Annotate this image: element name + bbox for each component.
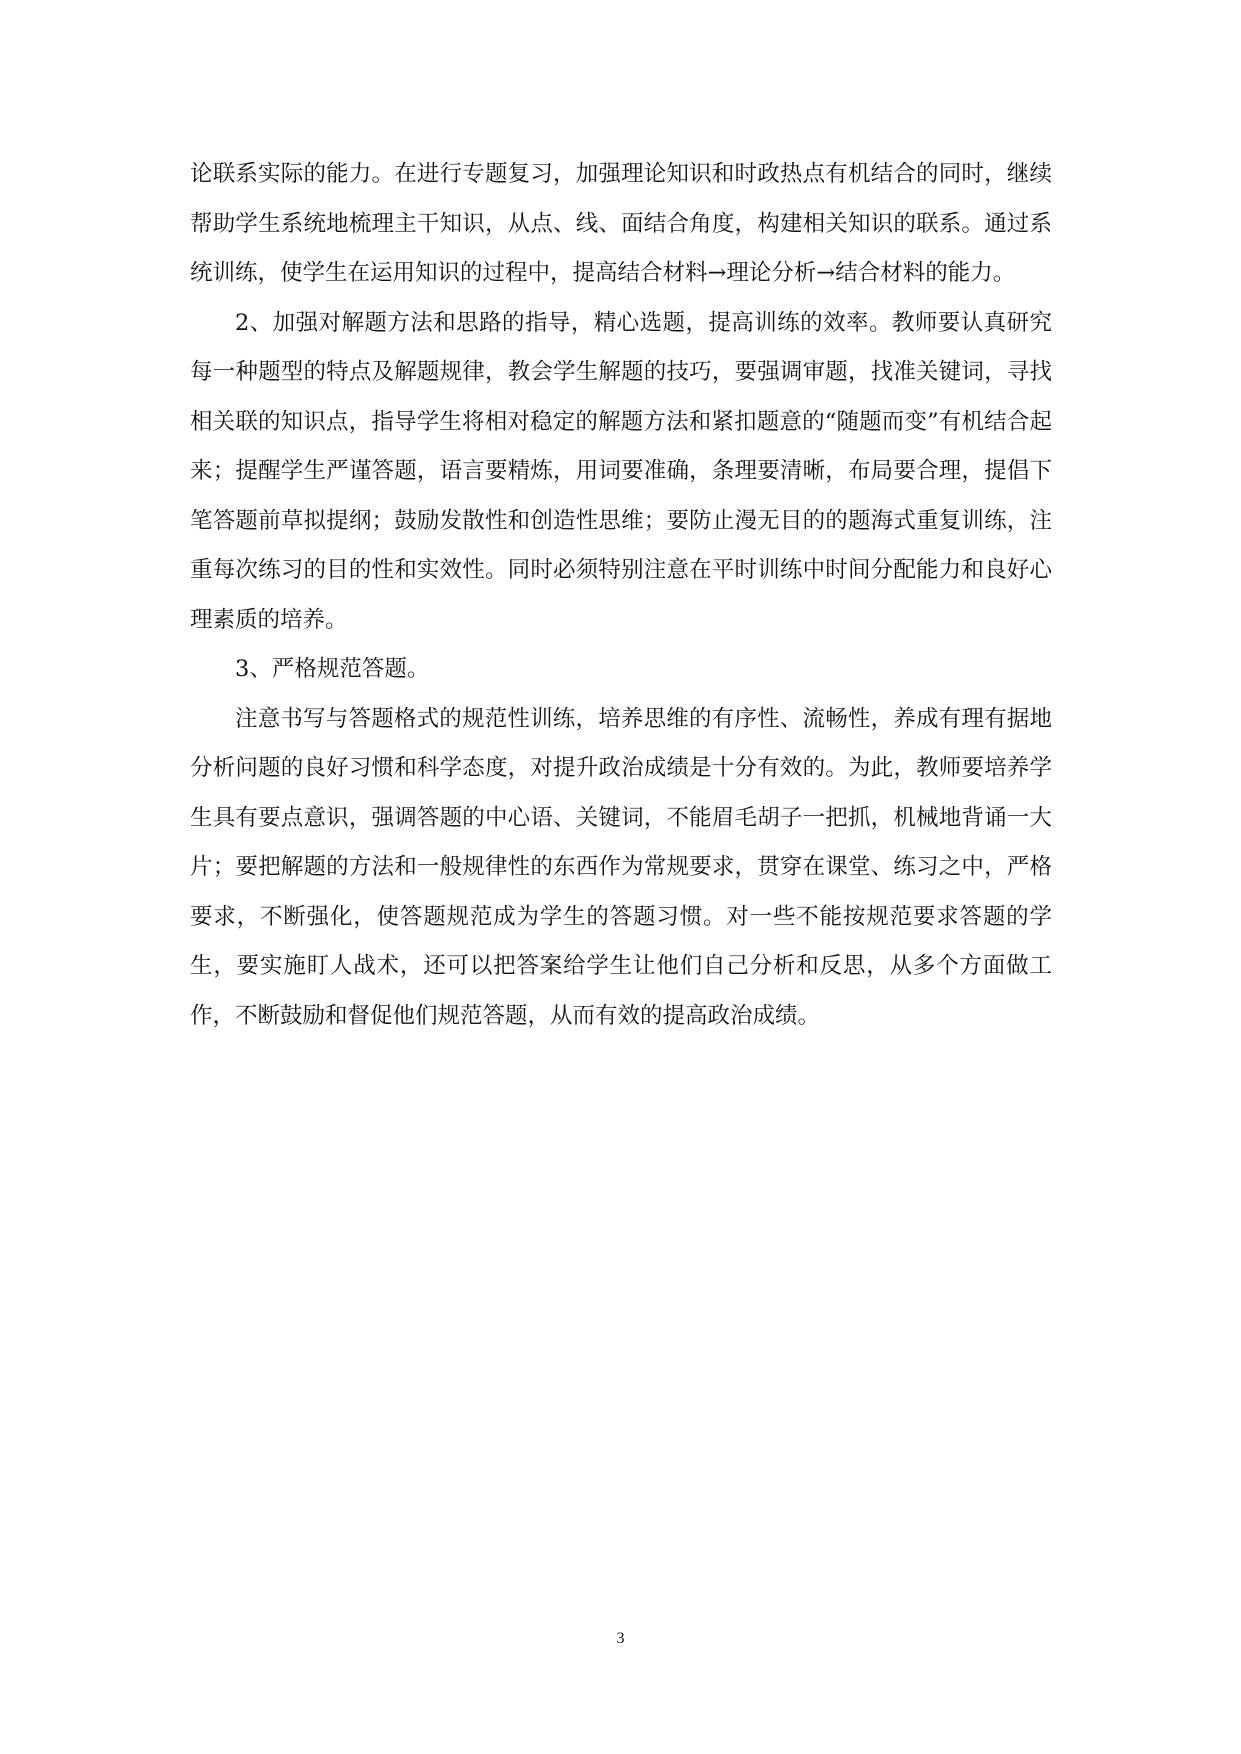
paragraph-item-3-body: 注意书写与答题格式的规范性训练，培养思维的有序性、流畅性，养成有理有据地分析问题的良好习惯和科学态度，对提升政治成绩是十分有效的。为此，教师要培养学生具有要点意识，强调答题的中心语、关键词，不能眉毛胡子一把抓，机械地背诵一大片；要把解题的方法和一般规律性的东西作为常规要求，贯穿在课堂、练习之中，严格要求，不断强化，使答题规范成为学生的答题习惯。对一些不能按规范要求答题的学生，要实施盯人战术，还可以把答案给学生让他们自己分析和反思，从多个方面做工作，不断鼓励和督促他们规范答题，从而有效的提高政治成绩。 (190, 705, 1052, 1029)
document-body (190, 150, 1052, 1041)
paragraph-continuation: 论联系实际的能力。在进行专题复习，加强理论知识和时政热点有机结合的同时，继续帮助学生系统地梳理主干知识，从点、线、面结合角度，构建相关知识的联系。通过系统训练，使学生在运用知识的过程中，提高结合材料→理论分析→结合材料的能力。 (190, 161, 1052, 286)
paragraph-item-2: 2、加强对解题方法和思路的指导，精心选题，提高训练的效率。教师要认真研究每一种题型的特点及解题规律，教会学生解题的技巧，要强调审题，找准关键词，寻找相关联的知识点，指导学生将相对稳定的解题方法和紧扣题意的“随题而变”有机结合起来；提醒学生严谨答题，语言要精炼，用词要准确，条理要清晰，布局要合理，提倡下笔答题前草拟提纲；鼓励发散性和创造性思维；要防止漫无目的的题海式重复训练，注重每次练习的目的性和实效性。同时必须特别注意在平时训练中时间分配能力和良好心理素质的培养。 (190, 309, 1052, 633)
page-number: 3 (616, 1630, 625, 1647)
paragraph-item-3-heading: 3、严格规范答题。 (235, 656, 430, 682)
